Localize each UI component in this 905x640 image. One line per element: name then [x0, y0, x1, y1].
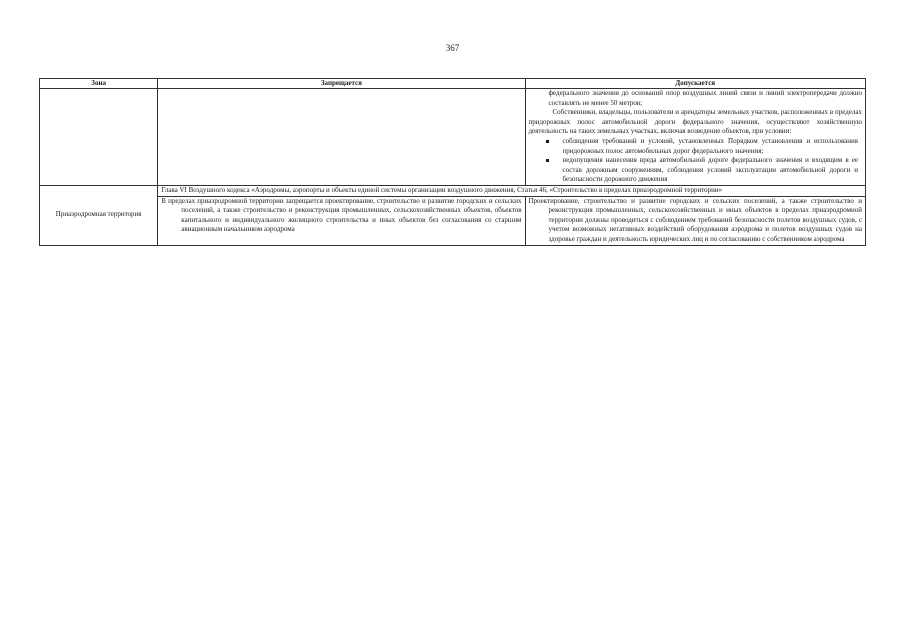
forbidden-text: В пределах приаэродромной территории запрещается проектирование, строительство и развитие городских и сельских поселений, а также строительство и реконструкция промышленных, сельскохозяйственных объектов, объектов капитального и индивидуального жилищного строительства и иных объектов без согласования со старшим авиационным начальником аэродрома: [161, 196, 522, 234]
list-item-text: недопущения нанесения вреда автомобильной дороге федерального значения и входящим в ее состав дорожным сооружениям, соблюдения условий эксплуатации автомобильной дороги и безопасности дорожного движения: [562, 156, 858, 184]
allowed-paragraph-2: Собственники, владельцы, пользователи и арендаторы земельных участков, расположенных в пределах придорожных полос автомобильной дороги федерального значения, осуществляют хозяйственную деятельность на таких земельных участках, включая возведение объектов, при условии:: [528, 108, 862, 136]
forbidden-cell-airfield: [158, 196, 525, 245]
allowed-conditions-list: [529, 137, 863, 185]
forbidden-cell-empty: [158, 89, 525, 186]
list-item-text: соблюдения требований и условий, установленных Порядком установления и использования придорожных полос автомобильных дорог федерального значения;: [562, 136, 858, 155]
table-row-airfield: [40, 196, 866, 245]
table-row-continued: [40, 89, 866, 186]
zone-name-airfield: Приаэродромная территория: [40, 185, 158, 245]
allowed-text: Проектирование, строительство и развитие городских и сельских поселений, а также строительство и реконструкция промышленных, сельскохозяйственных и иных объектов в пределах приаэродромной территории должны проводиться с соблюдением требований безопасности полетов воздушных судов, с учетом возможных негативных воздействий оборудования аэродрома и полетов воздушных судов на здоровье граждан и деятельность юридических лиц и по согласованию с собственником аэродрома: [528, 196, 862, 243]
allowed-paragraph-1: федерального значения до оснований опор воздушных линий связи и линий электропередачи должно составлять не менее 50 метров;: [548, 89, 862, 107]
zone-cell-empty: [40, 89, 158, 186]
header-allowed: Допускается: [525, 79, 866, 89]
allowed-cell-continued: [525, 89, 866, 186]
zone-regulations-table: [39, 78, 866, 246]
list-item: [529, 137, 863, 156]
header-forbidden: Запрещается: [158, 79, 525, 89]
page-number: 367: [445, 43, 460, 53]
table-header-row: [40, 79, 866, 89]
list-item: [529, 156, 863, 185]
header-zone: Зона: [40, 79, 158, 89]
allowed-cell-airfield: [525, 196, 866, 245]
square-bullet-icon: [546, 140, 549, 143]
square-bullet-icon: [546, 159, 549, 162]
table-row-reference: [40, 185, 866, 196]
legal-reference: Глава VI Воздушного кодекса «Аэродромы, аэропорты и объекты единой системы организации воздушного движения, Статья 46, «Строительство в пределах приаэродромной территории»: [158, 185, 866, 196]
